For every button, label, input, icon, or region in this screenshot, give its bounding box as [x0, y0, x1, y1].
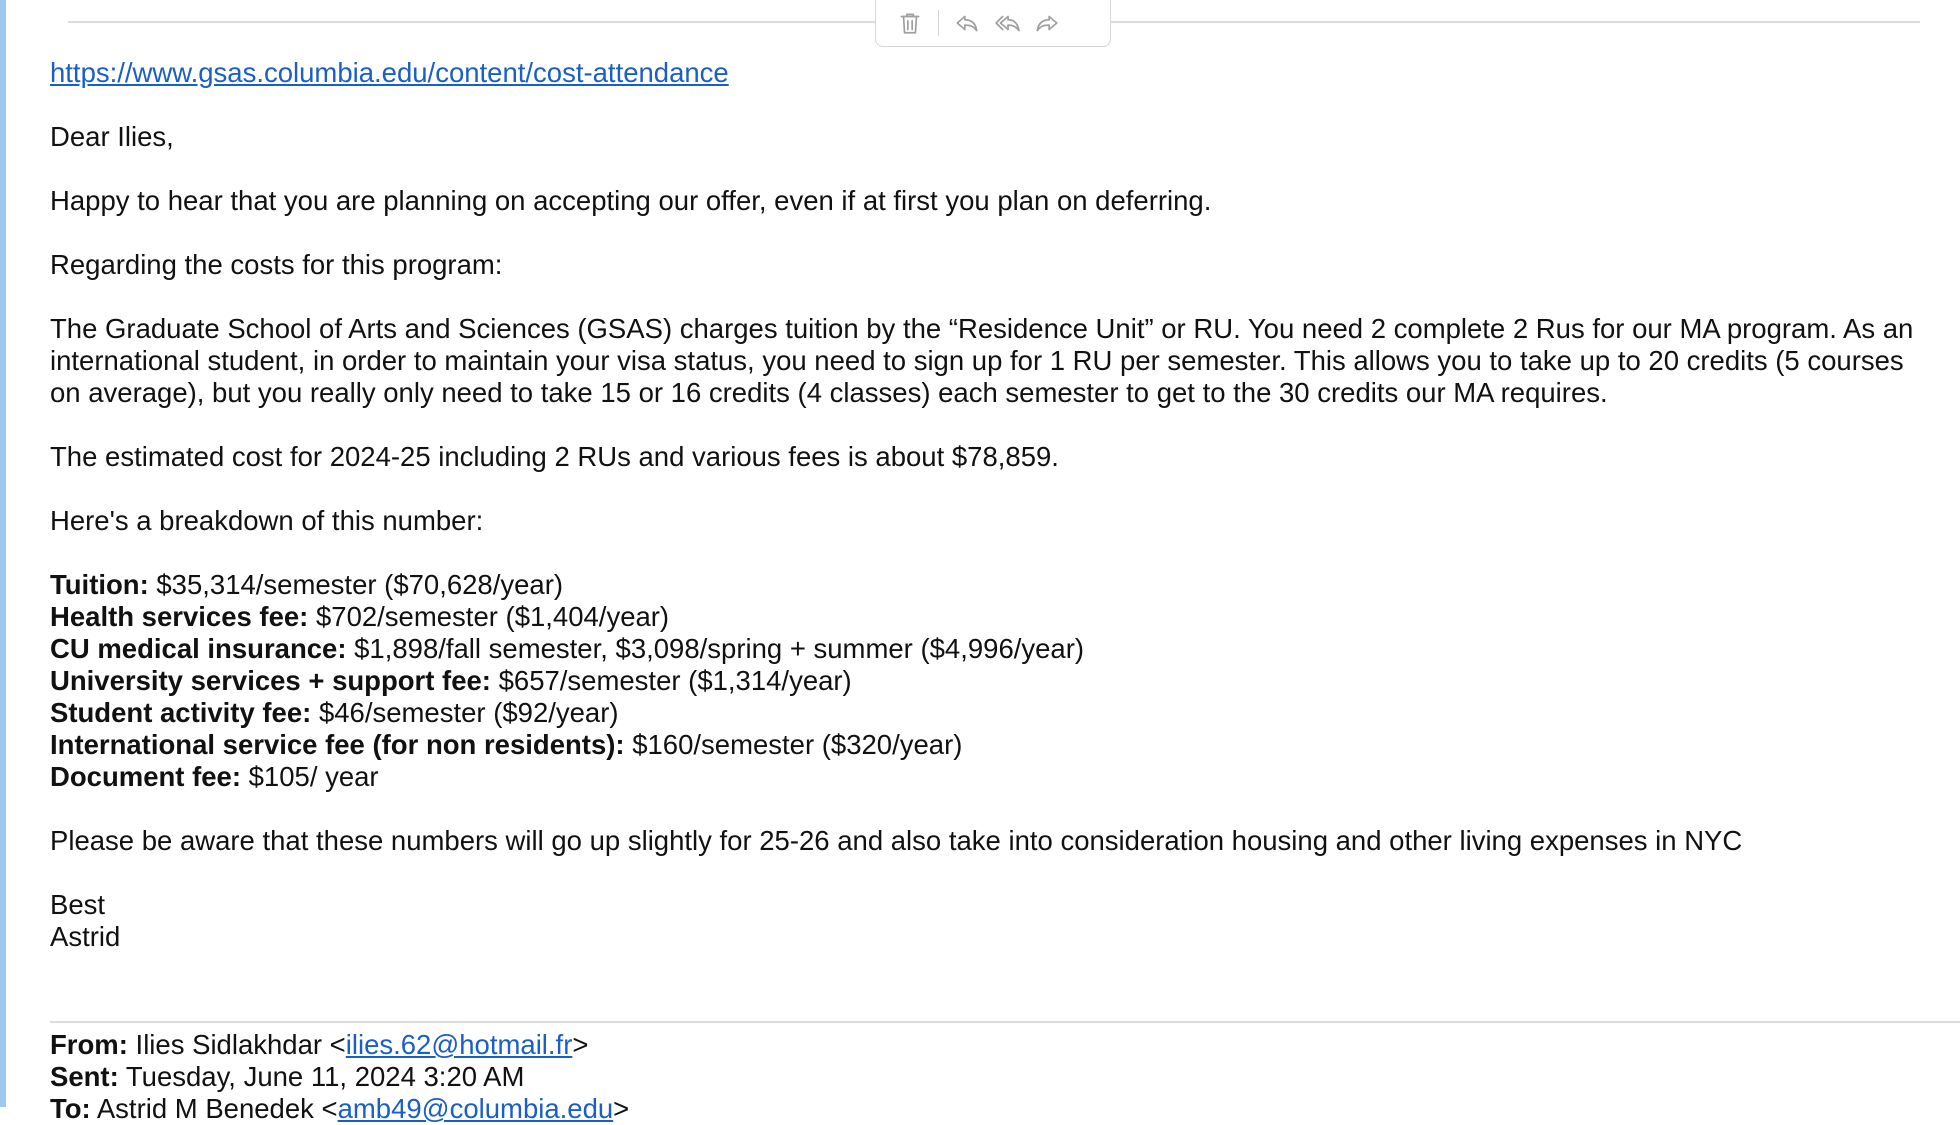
greeting: Dear Ilies, [50, 121, 174, 152]
fee-row [50, 601, 1940, 633]
fee-label: International service fee (for non residents): [50, 729, 625, 760]
to-line [50, 1093, 629, 1125]
sent-label: Sent: [50, 1061, 119, 1092]
quote-bar [0, 0, 6, 1107]
quoted-header-divider [50, 1021, 1960, 1023]
quoted-message-header [50, 1029, 629, 1125]
signature-block [50, 889, 1940, 953]
fee-value: $46/semester ($92/year) [311, 697, 619, 728]
fee-row [50, 729, 1940, 761]
from-line [50, 1029, 629, 1061]
to-name: Astrid M Benedek < [90, 1093, 338, 1124]
sign-off: Best [50, 889, 106, 920]
cost-attendance-link[interactable]: https://www.gsas.columbia.edu/content/cost-attendance [50, 57, 729, 88]
fee-row [50, 697, 1940, 729]
body-paragraph-6: Please be aware that these numbers will go up slightly for 25-26 and also take into consideration housing and other living expenses in NYC [50, 825, 1743, 856]
fee-label: Tuition: [50, 569, 149, 600]
toolbar-separator [938, 10, 939, 36]
fee-label: Health services fee: [50, 601, 309, 632]
fee-label: University services + support fee: [50, 665, 491, 696]
body-paragraph-2: Regarding the costs for this program: [50, 249, 503, 280]
fee-value: $657/semester ($1,314/year) [490, 665, 852, 696]
email-body [50, 57, 1940, 953]
body-paragraph-1: Happy to hear that you are planning on accepting our offer, even if at first you plan on deferring. [50, 185, 1212, 216]
fee-label: Document fee: [50, 761, 241, 792]
fee-label: CU medical insurance: [50, 633, 347, 664]
fee-breakdown-list [50, 569, 1940, 793]
fee-value: $1,898/fall semester, $3,098/spring + summer ($4,996/year) [346, 633, 1085, 664]
forward-icon [1034, 10, 1060, 36]
fee-label: Student activity fee: [50, 697, 312, 728]
sent-value: Tuesday, June 11, 2024 3:20 AM [118, 1061, 525, 1092]
fee-row [50, 761, 1940, 793]
fee-row [50, 633, 1940, 665]
message-toolbar [875, 0, 1111, 47]
fee-row [50, 569, 1940, 601]
fee-value: $105/ year [241, 761, 379, 792]
to-email-link[interactable]: amb49@columbia.edu [337, 1093, 614, 1124]
reply-all-button[interactable] [987, 3, 1027, 43]
fee-value: $702/semester ($1,404/year) [308, 601, 670, 632]
body-paragraph-3: The Graduate School of Arts and Sciences (GSAS) charges tuition by the “Residence Unit” or RU. You need 2 complete 2 Rus for our MA program. As an international student, in order to maintain your visa status, you need to sign up for 1 RU per semester. This allows you to take up to 20 credits (5 courses on average), but you really only need to take 15 or 16 credits (4 classes) each semester to get to the 30 credits our MA requires. [50, 313, 1914, 408]
from-close: > [572, 1029, 589, 1060]
delete-button[interactable] [890, 3, 930, 43]
to-label: To: [50, 1093, 91, 1124]
body-paragraph-4: The estimated cost for 2024-25 including 2 RUs and various fees is about $78,859. [50, 441, 1059, 472]
to-close: > [613, 1093, 630, 1124]
reply-all-icon [994, 10, 1020, 36]
from-label: From: [50, 1029, 128, 1060]
fee-value: $160/semester ($320/year) [624, 729, 963, 760]
reply-icon [954, 10, 980, 36]
fee-value: $35,314/semester ($70,628/year) [148, 569, 564, 600]
reply-button[interactable] [947, 3, 987, 43]
from-email-link[interactable]: ilies.62@hotmail.fr [345, 1029, 573, 1060]
sent-line [50, 1061, 629, 1093]
trash-icon [897, 10, 923, 36]
fee-row [50, 665, 1940, 697]
forward-button[interactable] [1027, 3, 1067, 43]
from-name: Ilies Sidlakhdar < [127, 1029, 346, 1060]
body-paragraph-5: Here's a breakdown of this number: [50, 505, 484, 536]
signature-name: Astrid [50, 921, 121, 952]
